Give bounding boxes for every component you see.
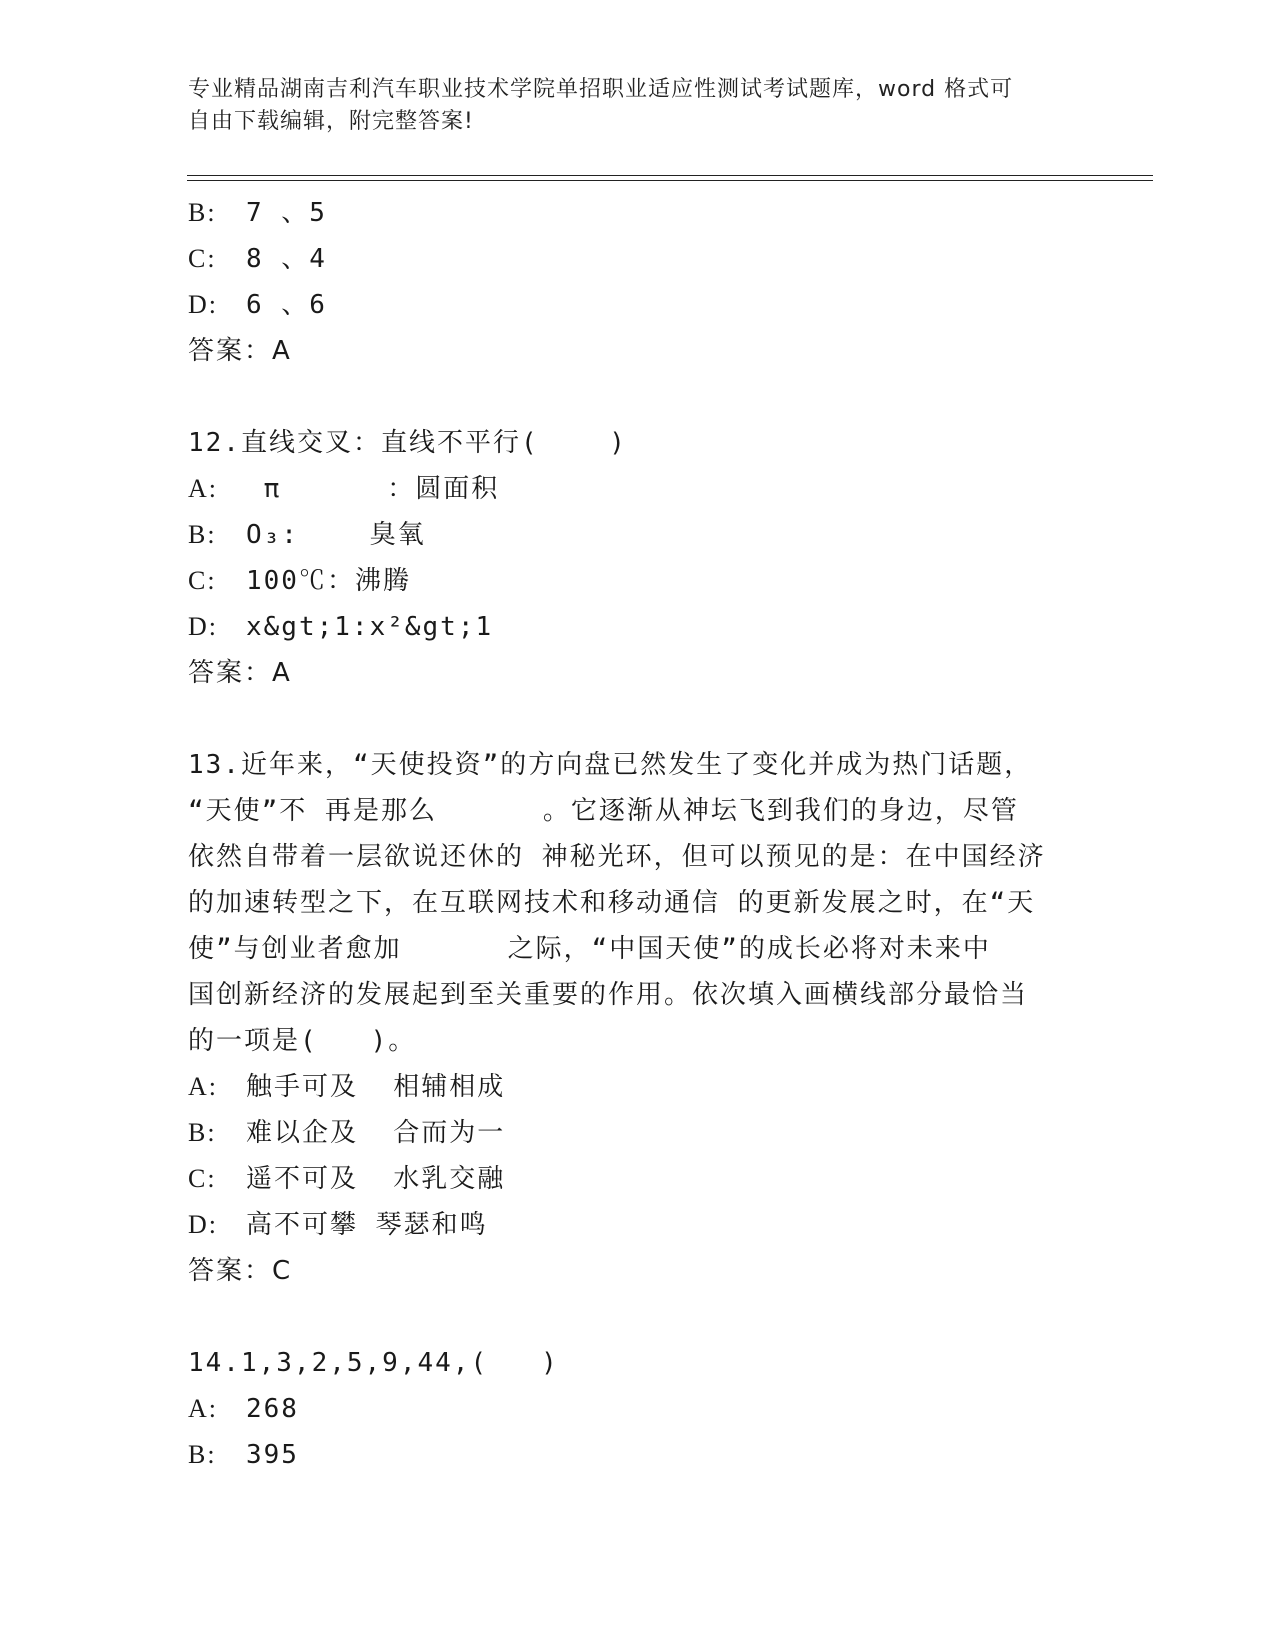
option-label: C: bbox=[188, 244, 217, 273]
question-stem-line: 国创新经济的发展起到至关重要的作用。依次填入画横线部分最恰当 bbox=[188, 980, 1029, 1010]
option-c bbox=[188, 236, 1088, 282]
option-text: 难以企及 合而为一 bbox=[246, 1118, 506, 1148]
option-text: 6 、6 bbox=[246, 290, 327, 320]
option-a bbox=[188, 466, 1088, 512]
option-text: 触手可及 相辅相成 bbox=[246, 1072, 506, 1102]
question-stem-line: “天使”不 再是那么 。它逐渐从神坛飞到我们的身边，尽管 bbox=[188, 796, 1019, 826]
question-body bbox=[188, 190, 1088, 1478]
option-label: C: bbox=[188, 566, 217, 595]
option-text: 遥不可及 水乳交融 bbox=[246, 1164, 506, 1194]
question-stem-line: 13.近年来，“天使投资”的方向盘已然发生了变化并成为热门话题， bbox=[188, 750, 1033, 780]
option-text: 7 、5 bbox=[246, 198, 327, 228]
answer-line: 答案：A bbox=[188, 336, 292, 366]
question-14 bbox=[188, 1340, 1088, 1478]
question-13 bbox=[188, 742, 1088, 1294]
option-b bbox=[188, 1110, 1088, 1156]
header-line-2: 自由下载编辑，附完整答案! bbox=[188, 109, 474, 134]
option-label: C: bbox=[188, 1164, 217, 1193]
header-rule-top bbox=[187, 175, 1153, 176]
question-stem: 12.直线交叉：直线不平行( ) bbox=[188, 428, 627, 458]
spacer bbox=[188, 1294, 1088, 1340]
option-b bbox=[188, 1432, 1088, 1478]
answer-line: 答案：A bbox=[188, 658, 292, 688]
option-b bbox=[188, 512, 1088, 558]
option-label: A: bbox=[188, 474, 218, 503]
option-text: 高不可攀 琴瑟和鸣 bbox=[246, 1210, 488, 1240]
option-text: π ：圆面积 bbox=[246, 474, 500, 504]
option-a bbox=[188, 1064, 1088, 1110]
spacer bbox=[188, 696, 1088, 742]
option-label: B: bbox=[188, 198, 217, 227]
option-text: O₃: 臭氧 bbox=[246, 520, 426, 550]
question-stem-line: 的加速转型之下，在互联网技术和移动通信 的更新发展之时，在“天 bbox=[188, 888, 1036, 918]
option-text: x&gt;1:x²&gt;1 bbox=[246, 612, 494, 642]
option-a bbox=[188, 1386, 1088, 1432]
option-label: D: bbox=[188, 1210, 218, 1239]
header-rule-bottom bbox=[187, 180, 1153, 181]
option-text: 8 、4 bbox=[246, 244, 327, 274]
option-text: 100℃：沸腾 bbox=[246, 566, 411, 596]
header-line-1: 专业精品湖南吉利汽车职业技术学院单招职业适应性测试考试题库，word 格式可 bbox=[188, 77, 1014, 102]
option-label: A: bbox=[188, 1072, 218, 1101]
question-11 bbox=[188, 190, 1088, 374]
option-label: A: bbox=[188, 1394, 218, 1423]
option-b bbox=[188, 190, 1088, 236]
option-label: B: bbox=[188, 1118, 217, 1147]
option-c bbox=[188, 1156, 1088, 1202]
option-c bbox=[188, 558, 1088, 604]
question-stem-line: 依然自带着一层欲说还休的 神秘光环，但可以预见的是：在中国经济 bbox=[188, 842, 1046, 872]
option-d bbox=[188, 282, 1088, 328]
option-d bbox=[188, 604, 1088, 650]
page-header bbox=[188, 74, 1068, 138]
option-text: 268 bbox=[246, 1394, 299, 1424]
option-label: D: bbox=[188, 612, 218, 641]
spacer bbox=[188, 374, 1088, 420]
answer-line: 答案：C bbox=[188, 1256, 293, 1286]
question-stem: 14.1,3,2,5,9,44,( ) bbox=[188, 1348, 559, 1378]
question-12 bbox=[188, 420, 1088, 696]
option-d bbox=[188, 1202, 1088, 1248]
option-label: B: bbox=[188, 520, 217, 549]
option-label: D: bbox=[188, 290, 218, 319]
option-label: B: bbox=[188, 1440, 217, 1469]
question-stem-line: 使”与创业者愈加 之际，“中国天使”的成长必将对未来中 bbox=[188, 934, 991, 964]
option-text: 395 bbox=[246, 1440, 299, 1470]
question-stem-line: 的一项是( )。 bbox=[188, 1026, 417, 1056]
